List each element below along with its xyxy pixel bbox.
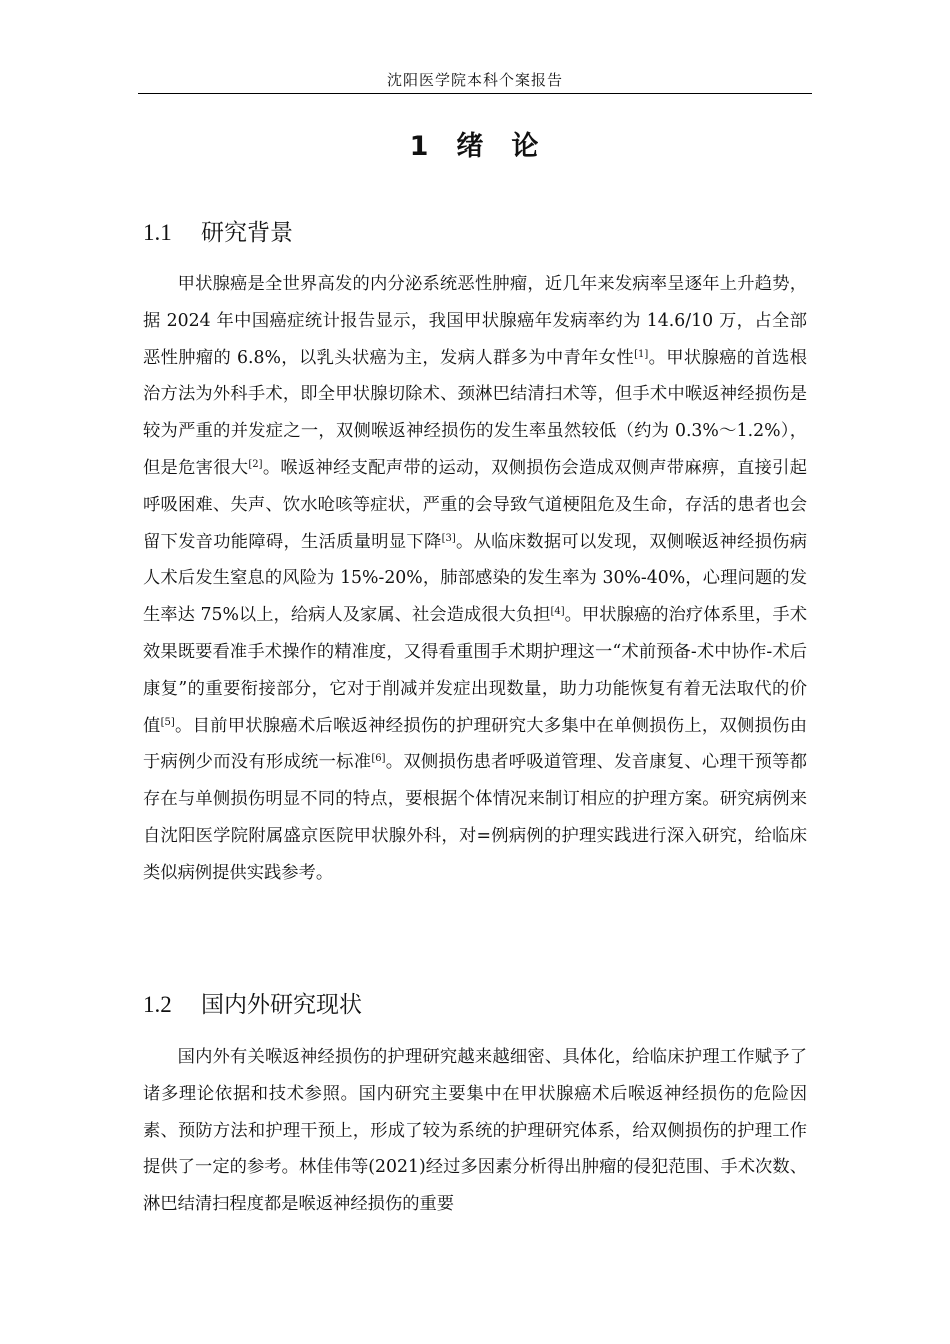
citation: [3] — [441, 532, 456, 544]
citation: [4] — [550, 606, 565, 618]
chapter-title — [0, 124, 950, 163]
section-heading-1-1 — [143, 218, 293, 248]
body-paragraph — [143, 1039, 807, 1223]
citation: [5] — [160, 716, 175, 728]
section-heading-1-2 — [143, 990, 362, 1020]
chapter-number: 1 — [409, 131, 431, 162]
paragraph-text: 。目前甲状腺癌术后喉返神经损伤的护理研究大多集中在单侧损伤上，双侧损伤由于病例少而没有形成统一标准 — [143, 715, 807, 773]
paragraph-text: 。双侧损伤患者呼吸道管理、发音康复、心理干预等都存在与单侧损伤明显不同的特点，要根据个体情况来制订相应的护理方案。研究病例来自沈阳医学院附属盛京医院甲状腺外科，对=例病例的护理实践进行深入研究，给临床类似病例提供实践参考。 — [143, 752, 807, 883]
section-number: 1.1 — [143, 220, 172, 245]
paragraph-text: 。喉返神经支配声带的运动，双侧损伤会造成双侧声带麻痹，直接引起呼吸困难、失声、饮水呛咳等症状，严重的会导致气道梗阻危及生命，存活的患者也会留下发音功能障碍，生活质量明显下降 — [143, 457, 807, 552]
citation: [2] — [248, 458, 263, 470]
section-title: 研究背景 — [201, 220, 293, 246]
running-header: 沈阳医学院本科个案报告 — [138, 70, 812, 94]
paragraph-text: 。甲状腺癌的治疗体系里，手术效果既要看准手术操作的精准度，又得看重围手术期护理这一“术前预备-术中协作-术后康复”的重要衔接部分，它对于削减并发症出现数量，助力功能恢复有着无法取代的价值 — [143, 605, 807, 736]
citation: [1] — [634, 348, 649, 360]
paragraph-text: 。甲状腺癌的首选根治方法为外科手术，即全甲状腺切除术、颈淋巴结清扫术等，但手术中喉返神经损伤是较为严重的并发症之一，双侧喉返神经损伤的发生率虽然较低（约为 0.3%～1.2%），但是危害很大 — [143, 347, 807, 478]
section-number: 1.2 — [143, 992, 172, 1017]
section-title: 国内外研究现状 — [201, 992, 362, 1018]
citation: [6] — [371, 753, 386, 765]
body-paragraph — [143, 266, 807, 892]
paragraph-text: 甲状腺癌是全世界高发的内分泌系统恶性肿瘤，近几年来发病率呈逐年上升趋势，据 2024 年中国癌症统计报告显示，我国甲状腺癌年发病率约为 14.6/10 万，占全部恶性肿瘤的 6.8%，以乳头状癌为主，发病人群多为中青年女性 — [143, 274, 807, 368]
paragraph-text: 。从临床数据可以发现，双侧喉返神经损伤病人术后发生窒息的风险为 15%-20%，肺部感染的发生率为 30%-40%，心理问题的发生率达 75%以上，给病人及家属、社会造成很大负担 — [143, 531, 807, 626]
chapter-title-char: 绪 — [456, 131, 486, 162]
chapter-title-char: 论 — [511, 131, 541, 162]
paragraph-text: 国内外有关喉返神经损伤的护理研究越来越细密、具体化，给临床护理工作赋予了诸多理论依据和技术参照。国内研究主要集中在甲状腺癌术后喉返神经损伤的危险因素、预防方法和护理干预上，形成了较为系统的护理研究体系，给双侧损伤的护理工作提供了一定的参考。林佳伟等(2021)经过多因素分析得出肿瘤的侵犯范围、手术次数、淋巴结清扫程度都是喉返神经损伤的重要 — [143, 1047, 807, 1215]
